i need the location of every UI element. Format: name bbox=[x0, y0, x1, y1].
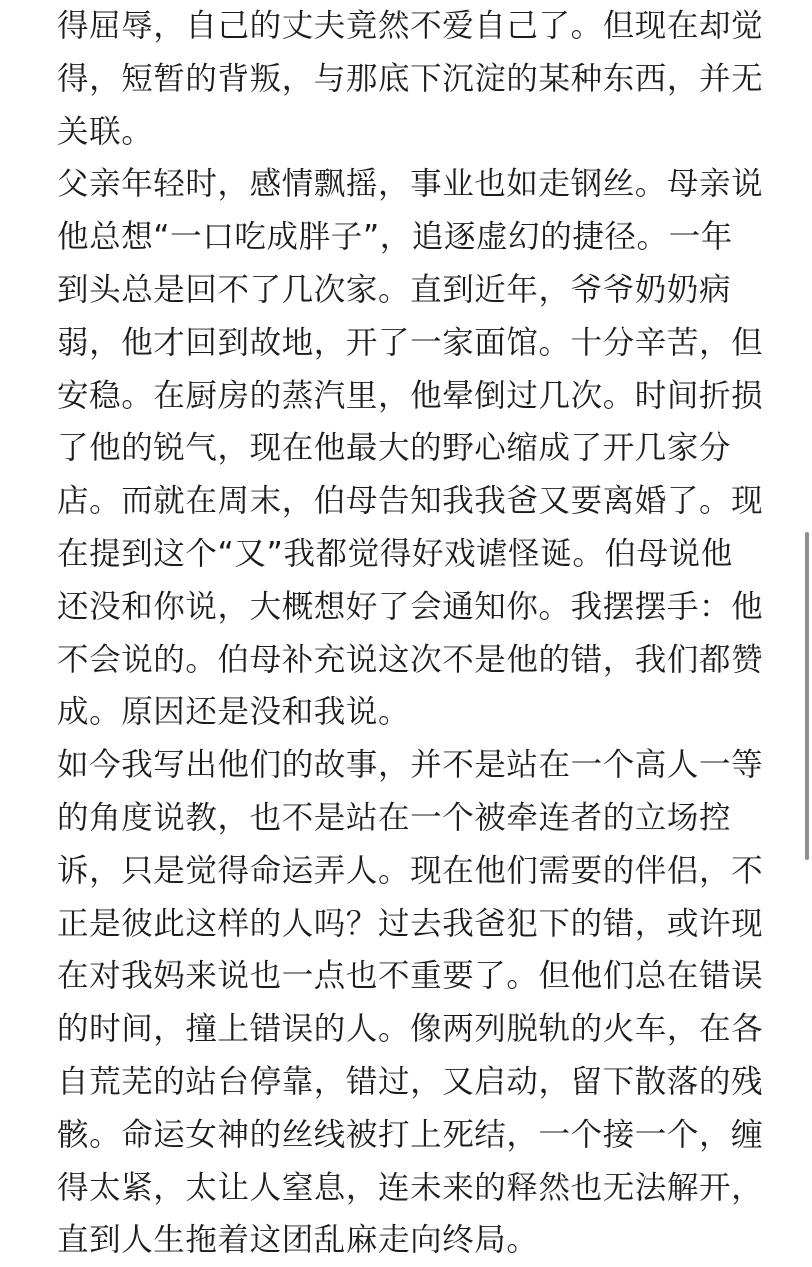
text-line: 在对我妈来说也一点也不重要了。但他们总在错误 bbox=[57, 958, 764, 995]
text-line: 诉，只是觉得命运弄人。现在他们需要的伴侣，不 bbox=[57, 852, 764, 889]
text-line: 得太紧，太让人窒息，连未来的释然也无法解开， bbox=[57, 1169, 764, 1206]
text-line: 安稳。在厨房的蒸汽里，他晕倒过几次。时间折损 bbox=[57, 377, 764, 414]
text-line: 如今我写出他们的故事，并不是站在一个高人一等 bbox=[57, 747, 764, 784]
text-line: 的角度说教，也不是站在一个被牵连者的立场控 bbox=[57, 799, 732, 836]
text-line: 得屈辱，自己的丈夫竟然不爱自己了。但现在却觉 bbox=[57, 8, 764, 44]
scrollbar-thumb[interactable] bbox=[805, 532, 809, 860]
text-line: 成。原因还是没和我说。 bbox=[57, 694, 411, 731]
text-line: 在提到这个“又”我都觉得好戏谑怪诞。伯母说他 bbox=[57, 535, 733, 572]
text-line: 不会说的。伯母补充说这次不是他的错，我们都赞 bbox=[57, 641, 764, 678]
text-line: 得，短暂的背叛，与那底下沉淀的某种东西，并无 bbox=[57, 60, 764, 97]
text-line: 的时间，撞上错误的人。像两列脱轨的火车，在各 bbox=[57, 1011, 764, 1048]
text-line: 直到人生拖着这团乱麻走向终局。 bbox=[57, 1222, 539, 1259]
text-line: 他总想“一口吃成胖子”，追逐虚幻的捷径。一年 bbox=[57, 219, 733, 256]
text-line: 自荒芜的站台停靠，错过，又启动，留下散落的残 bbox=[57, 1063, 764, 1100]
text-line: 弱，他才回到故地，开了一家面馆。十分辛苦，但 bbox=[57, 324, 764, 361]
text-line: 了他的锐气，现在他最大的野心缩成了开几家分 bbox=[57, 430, 732, 467]
text-line: 到头总是回不了几次家。直到近年，爷爷奶奶病 bbox=[57, 271, 732, 308]
text-line: 关联。 bbox=[57, 113, 154, 150]
text-line: 店。而就在周末，伯母告知我我爸又要离婚了。现 bbox=[57, 483, 764, 520]
text-line: 父亲年轻时，感情飘摇，事业也如走钢丝。母亲说 bbox=[57, 166, 764, 203]
text-line: 还没和你说，大概想好了会通知你。我摆摆手：他 bbox=[57, 588, 764, 625]
text-line: 骸。命运女神的丝线被打上死结，一个接一个，缠 bbox=[57, 1116, 764, 1153]
article-body bbox=[57, 0, 802, 1267]
text-line: 正是彼此这样的人吗？过去我爸犯下的错，或许现 bbox=[57, 905, 764, 942]
